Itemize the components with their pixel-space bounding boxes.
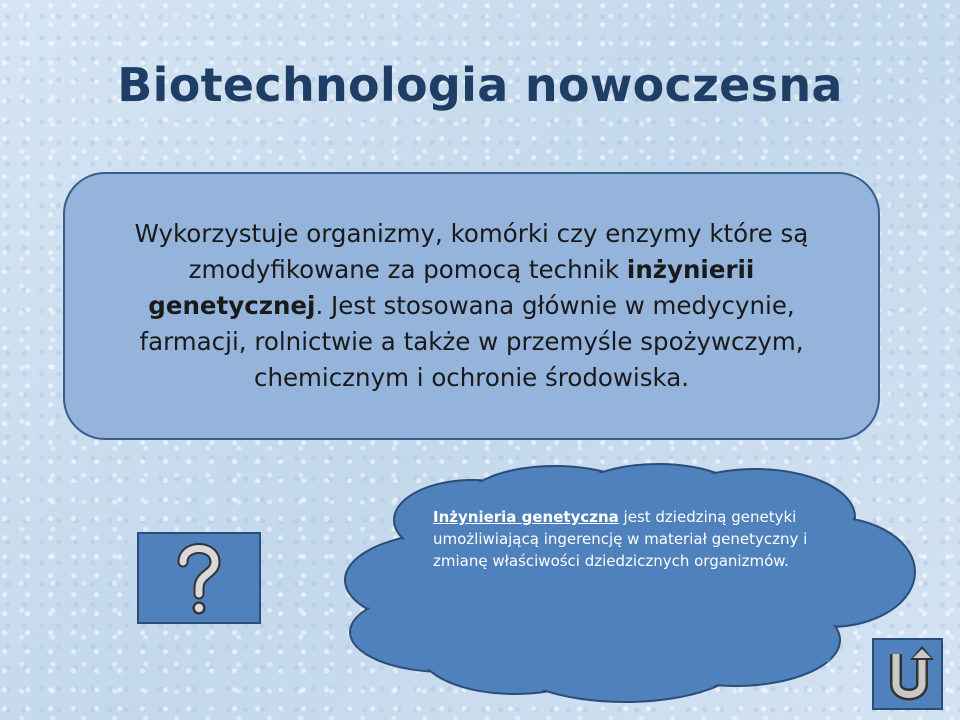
- help-button[interactable]: [137, 532, 261, 624]
- description-part2: . Jest stosowana głównie w medycynie, farmacji, rolnictwie a także w przemyśle spożywczym, chemicznym i ochronie środowiska.: [139, 291, 804, 392]
- definition-term: Inżynieria genetyczna: [433, 508, 619, 526]
- description-part1: Wykorzystuje organizmy, komórki czy enzymy które są zmodyfikowane za pomocą technik: [134, 219, 809, 284]
- slide-title: Biotechnologia nowoczesna: [117, 58, 843, 112]
- definition-text: [433, 506, 813, 572]
- description-text: [109, 216, 834, 396]
- description-bold-term: inżynierii genetycznej: [148, 255, 755, 320]
- u-turn-return-icon: [880, 644, 936, 704]
- description-box: [63, 172, 880, 440]
- definition-cloud: [340, 462, 920, 707]
- return-button[interactable]: [872, 638, 943, 710]
- definition-body: jest dziedziną genetyki umożliwiającą ingerencję w materiał genetyczny i zmianę właściwości dziedzicznych organizmów.: [433, 508, 808, 570]
- question-mark-icon: [169, 538, 229, 618]
